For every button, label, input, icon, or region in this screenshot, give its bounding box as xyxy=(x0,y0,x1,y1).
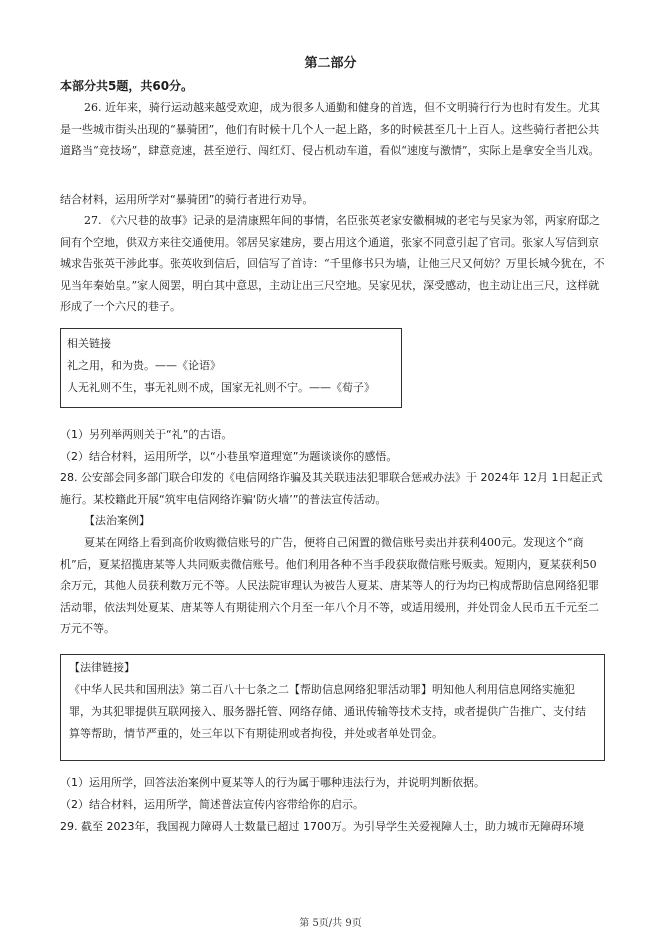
section-title: 第二部分 xyxy=(304,56,357,71)
related-links-box xyxy=(60,328,402,408)
q28-text: 28. 公安部会同多部门联合印发的《电信网络诈骗及其关联违法犯罪联合惩戒办法》于 2024年 12月 1日起正式施行。某校籍此开展“筑牢电信网络诈骗‘防火墙’”的普法宣传活动。 xyxy=(60,471,603,506)
q28-sub1: （1）运用所学，回答法治案例中夏某等人的行为属于哪种违法行为，并说明判断依据。 xyxy=(60,776,485,789)
case-text: 夏某在网络上看到高价收购微信账号的广告，便将自己闲置的微信账号卖出并获利400元。发现这个“商机”后，夏某招揽唐某等人共同贩卖微信账号。他们利用各种不当手段获取微信账号贩卖。短期内，夏某获利50余万元，其他人员获利数万元不等。人民法院审理认为被告人夏某、唐某等人的行为均已构成帮助信息网络犯罪活动罪，依法判处夏某、唐某等人有期徒刑六个月至一年八个月不等，或适用缓刑，并处罚金人民币五千元至二万元不等。 xyxy=(60,536,599,635)
q27-sub1: （1）另列举两则关于“礼”的古语。 xyxy=(60,428,233,441)
law-link-title: 【法律链接】 xyxy=(69,661,135,674)
law-link-text: 《中华人民共和国刑法》第二百八十七条之二【帮助信息网络犯罪活动罪】明知他人利用信息网络实施犯罪，为其犯罪提供互联网接入、服务器托管、网络存储、通讯传输等技术支持，或者提供广告推广、支付结算等帮助，情节严重的，处三年以下有期徒刑或者拘役，并处或者单处罚金。 xyxy=(69,683,586,740)
section-intro: 本部分共5题，共60分。 xyxy=(60,79,194,93)
q27-sub2: （2）结合材料，运用所学，以“小巷虽窄道理宽”为题谈谈你的感悟。 xyxy=(60,450,398,463)
q26-task: 结合材料，运用所学对“暴骑团”的骑行者进行劝导。 xyxy=(60,193,314,206)
quote-lunyu: 礼之用，和为贵。——《论语》 xyxy=(67,359,221,372)
q27-text: 27. 《六尺巷的故事》记录的是清康熙年间的事情，名臣张英老家安徽桐城的老宅与吴家为邻，两家府邸之间有个空地，供双方来往交通使用。邻居吴家建房，要占用这个通道，张家不同意引起了官司。张家人写信到京城求告张英干涉此事。张英收到信后，回信写了首诗：“千里修书只为墙，让他三尺又何妨？万里长城今犹在，不见当年秦始皇。”家人阅罢，明白其中意思，主动让出三尺空地。吴家见状，深受感动，也主动让出三尺，这样就形成了一个六尺的巷子。 xyxy=(60,214,605,313)
q29-text: 29. 截至 2023年，我国视力障碍人士数量已超过 1700万。为引导学生关爱视障人士，助力城市无障碍环境 xyxy=(60,820,584,833)
q26-text: 26. 近年来，骑行运动越来越受欢迎，成为很多人通勤和健身的首选，但不文明骑行行为也时有发生。尤其是一些城市街头出现的“暴骑团”，他们有时候十几个人一起上路，多的时候甚至几十上百人。这些骑行者把公共道路当“竞技场”，肆意竞速，甚至逆行、闯红灯、侵占机动车道，看似“速度与激情”，实际上是拿安全当儿戏。 xyxy=(60,101,600,157)
quote-xunzi: 人无礼则不生，事无礼则不成，国家无礼则不宁。——《荀子》 xyxy=(67,381,375,394)
q28-sub2: （2）结合材料，运用所学，简述普法宣传内容带给你的启示。 xyxy=(60,798,364,811)
page-footer: 第 5页/共 9页 xyxy=(299,918,362,929)
case-title: 【法治案例】 xyxy=(84,514,150,527)
related-links-title: 相关链接 xyxy=(67,337,111,350)
law-link-box xyxy=(60,654,605,761)
